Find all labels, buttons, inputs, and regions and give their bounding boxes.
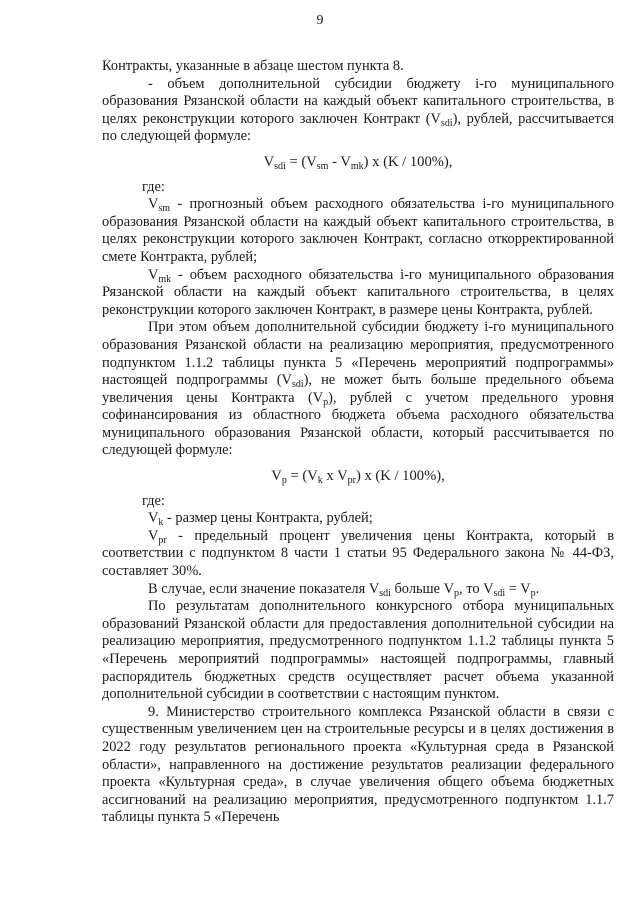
text: V: [148, 196, 159, 213]
subscript: sdi: [440, 117, 453, 129]
subscript: p: [281, 475, 287, 487]
text: больше V: [390, 580, 455, 597]
paragraph-additional-subsidy: [102, 76, 614, 146]
text: V: [148, 527, 159, 544]
formula-text: - V: [328, 153, 351, 170]
paragraph-condition: [102, 581, 614, 599]
subscript: sdi: [291, 379, 304, 391]
subscript: sdi: [274, 160, 286, 172]
definition-vk: [102, 510, 614, 528]
text: V: [148, 510, 159, 527]
paragraph-item-9: 9. Министерство строительного комплекса Рязанской области в связи с существенным увеличением цен на строительные ресурсы и в целях достижения в 2022 году результатов регионального проекта «Культурная среда в Рязанской области», направленного на достижение результатов реализации федерального проекта «Культурная среда», в случае увеличения общего объема бюджетных ассигнований на реализацию мероприятия, предусмотренного подпунктом 1.1.7 таблицы пункта 5 «Перечень: [102, 703, 614, 826]
subscript: mk: [158, 273, 172, 285]
text: - объем расходного обязательства i-го муниципального образования Рязанской области на каждый объект капитального строительства, в целях реконструкции которого заключен Контракт, в размере цены Контракта, рублей.: [102, 266, 614, 318]
subscript: p: [323, 396, 329, 408]
subscript: pr: [347, 475, 356, 487]
formula-text: x V: [322, 468, 348, 485]
text: - предельный процент увеличения цены Контракта, который в соответствии с подпунктом 8 части 1 статьи 95 Федерального закона № 44-ФЗ, составляет 30%.: [102, 527, 614, 580]
text: ), рублей с учетом предельного уровня софинансирования из областного бюджета объема расходного обязательства муниципального образования Рязанской области, который рассчитывается по следующей формуле:: [102, 389, 614, 459]
where-label: где:: [142, 492, 165, 509]
definition-vpr: [102, 528, 614, 581]
formula-text: ) x (K / 100%),: [355, 468, 445, 485]
subscript: sdi: [379, 587, 391, 599]
subscript: k: [158, 517, 164, 529]
subscript: sm: [158, 203, 171, 215]
subscript: p: [530, 587, 536, 599]
subscript: sdi: [493, 587, 506, 599]
text: В случае, если значение показателя V: [148, 580, 380, 597]
paragraph-contracts: [102, 58, 614, 76]
subscript: p: [454, 587, 460, 599]
paragraph-limit: [102, 319, 614, 460]
text: - прогнозный объем расходного обязательства i-го муниципального образования Рязанской области на каждый объект капитального строительства, в целях реконструкции которого заключен Контракт, согласно откорректированной смете Контракта, рублей;: [102, 196, 614, 265]
subscript: pr: [158, 534, 167, 546]
subscript: k: [317, 475, 323, 487]
definition-vsm: [102, 196, 614, 266]
text: - размер цены Контракта, рублей;: [163, 510, 373, 527]
text: V: [148, 266, 159, 283]
text: - объем дополнительной субсидии бюджету i-го муниципального образования Рязанской области на каждый объект капитального строительства, в целях реконструкции которого заключен Контракт (V: [102, 75, 614, 127]
text: ), не может быть больше предельного объема увеличения цены Контракта (V: [102, 372, 614, 406]
formula-text: V: [271, 468, 282, 485]
paragraph-selection-results: По результатам дополнительного конкурсного отбора муниципальных образований Рязанской области для предоставления дополнительной субсидии на реализацию мероприятия, предусмотренного подпунктом 1.1.2 таблицы пункта 5 «Перечень мероприятий подпрограммы» настоящей подпрограммы, главный распорядитель бюджетных средств осуществляет расчет объема указанной дополнительной субсидии в соответствии с настоящим пунктом.: [102, 598, 614, 703]
text: При этом объем дополнительной субсидии бюджету i-го муниципального образования Рязанской области на реализацию мероприятия, предусмотренного подпунктом 1.1.2 таблицы пункта 5 «Перечень мероприятий подпрограммы» настоящей подпрограммы (V: [102, 319, 614, 389]
formula-vsdi: [102, 154, 614, 172]
definition-vmk: [102, 267, 614, 320]
text: ), рублей, рассчитывается по следующей формуле:: [102, 110, 614, 145]
formula-text: ) x (K / 100%),: [363, 153, 453, 170]
subscript: sm: [316, 160, 329, 172]
formula-text: V: [263, 153, 275, 170]
subscript: mk: [350, 160, 364, 172]
text: Контракты, указанные в абзаце шестом пункта 8.: [102, 58, 404, 74]
formula-text: = (V: [286, 468, 318, 485]
text: = V: [505, 580, 531, 597]
page-number: 9: [316, 13, 324, 28]
text: , то V: [459, 580, 494, 597]
formula-text: = (V: [285, 153, 317, 170]
text: .: [535, 580, 540, 597]
where-label: где:: [142, 178, 165, 195]
formula-vp: [102, 468, 614, 486]
